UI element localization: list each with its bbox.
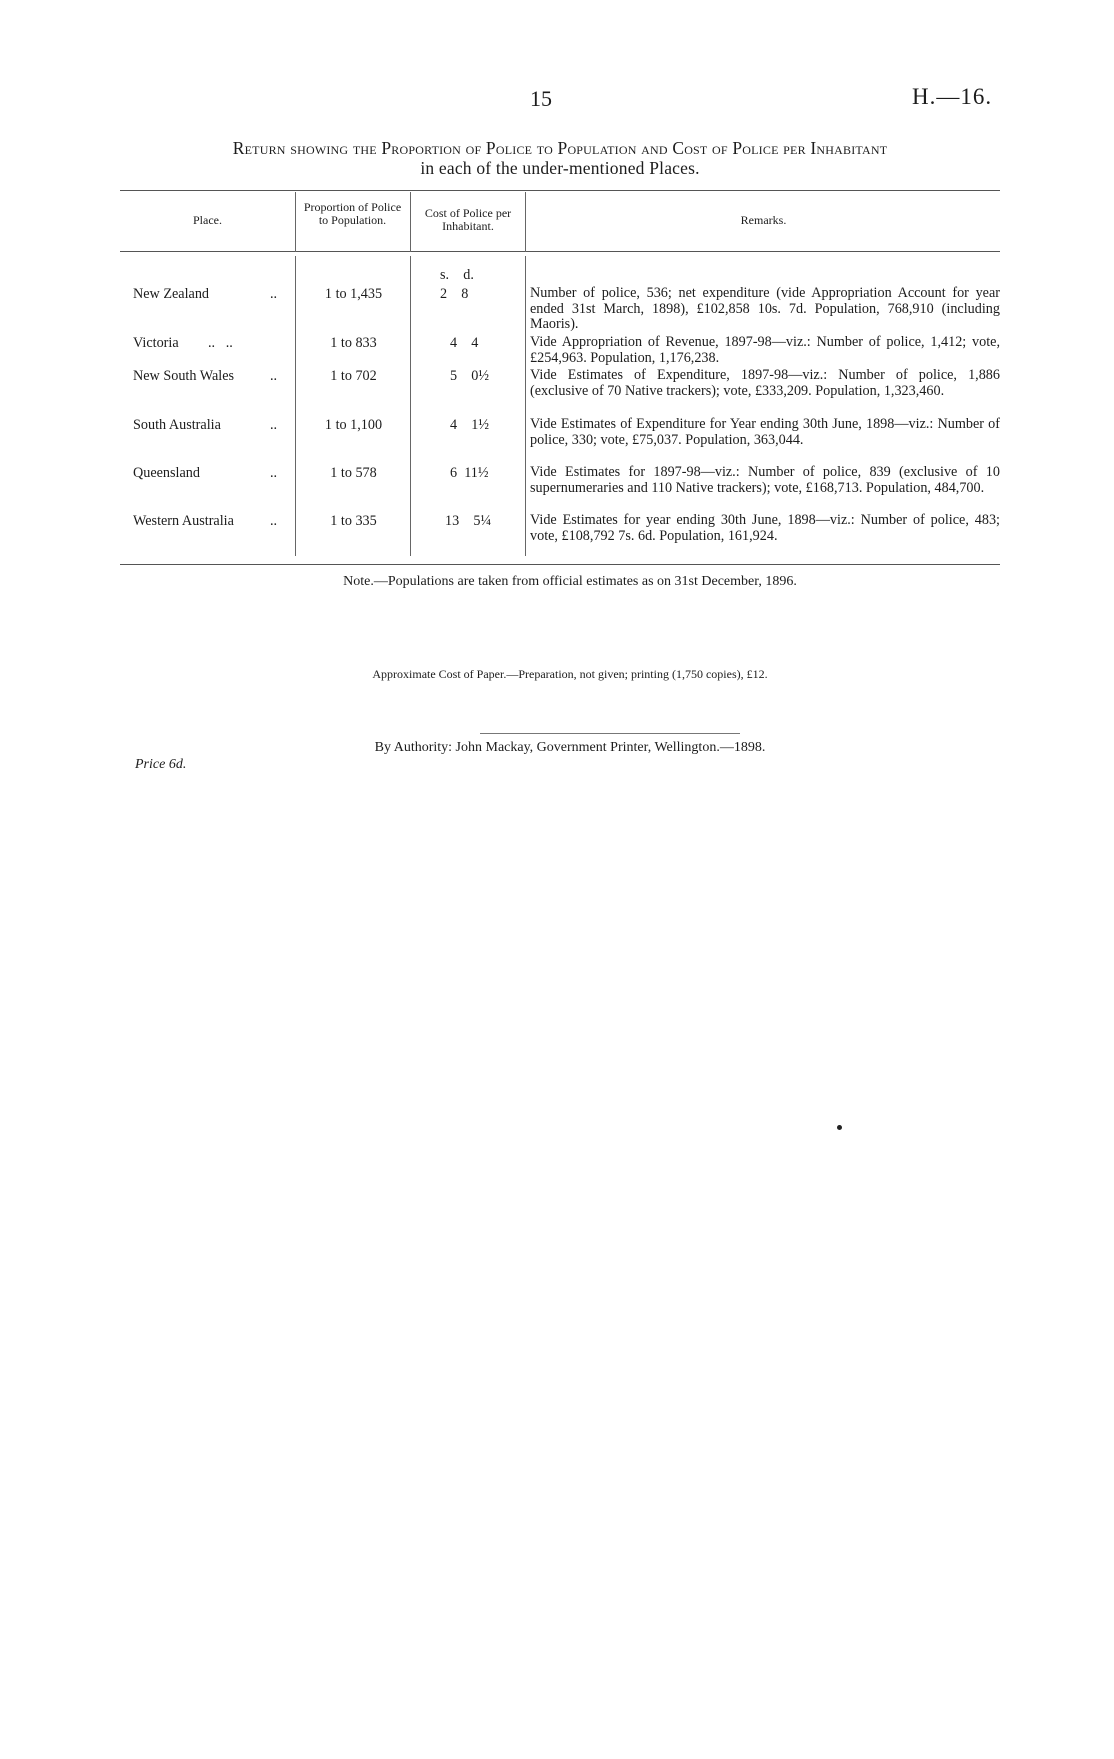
proportion-cell: 1 to 833: [330, 335, 377, 351]
price-label: Price 6d.: [135, 757, 187, 772]
column-divider: [295, 256, 296, 556]
place-cell: Western Australia: [133, 513, 234, 529]
remarks-cell: Vide Estimates for year ending 30th June, 1898—viz.: Number of police, 483; vote, £108,792 7s. 6d. Population, 161,924.: [530, 512, 1000, 544]
cost-cell: 4 4: [450, 335, 479, 351]
cost-cell: 5 0½: [450, 368, 490, 384]
column-divider: [410, 256, 411, 556]
printer-authority: By Authority: John Mackay, Government Printer, Wellington.—1898.: [374, 740, 766, 755]
place-cell: Victoria: [133, 335, 179, 351]
remarks-cell: Vide Estimates for 1897-98—viz.: Number of police, 839 (exclusive of 10 supernumeraries and 110 Native trackers); vote, £168,713. Population, 484,700.: [530, 464, 1000, 496]
ink-speck: [837, 1125, 842, 1130]
row-leader: ..: [270, 513, 278, 529]
footer-rule: [480, 733, 740, 734]
header-bottom-rule: [120, 251, 1000, 252]
row-leader: ..: [270, 286, 278, 302]
table-top-rule: [120, 190, 1000, 191]
title-line-2: in each of the under-mentioned Places.: [420, 158, 700, 178]
remarks-cell: Vide Estimates of Expenditure, 1897-98—viz.: Number of police, 1,886 (exclusive of 70 Native trackers); vote, £333,209. Population, 1,323,460.: [530, 367, 1000, 399]
population-note: Note.—Populations are taken from official estimates as on 31st December, 1896.: [343, 574, 797, 589]
row-leader: ..: [270, 417, 278, 433]
column-header-remarks: Remarks.: [740, 213, 787, 227]
row-leader: ..: [270, 368, 278, 384]
proportion-cell: 1 to 702: [330, 368, 377, 384]
column-header-cost: Cost of Police per Inhabitant.: [424, 206, 512, 233]
column-header-place: Place.: [193, 213, 222, 227]
cost-cell: 2 8: [440, 286, 469, 302]
remarks-cell: Vide Estimates of Expenditure for Year ending 30th June, 1898—viz.: Number of police, 330; vote, £75,037. Population, 363,044.: [530, 416, 1000, 448]
cost-cell: 13 5¼: [445, 513, 492, 529]
proportion-cell: 1 to 335: [330, 513, 377, 529]
title-line-1: Return showing the Proportion of Police to Population and Cost of Police per Inhabitant: [232, 138, 888, 158]
document-reference: H.—16.: [912, 84, 993, 109]
row-leader: ..: [270, 465, 278, 481]
row-leader: .. ..: [208, 335, 233, 351]
place-cell: Queensland: [133, 465, 200, 481]
column-divider: [295, 192, 296, 252]
column-divider: [410, 192, 411, 252]
place-cell: South Australia: [133, 417, 221, 433]
column-header-proportion: Proportion of Police to Population.: [303, 200, 402, 227]
remarks-cell: Number of police, 536; net expenditure (vide Appropriation Account for year ended 31st March, 1898), £102,858 10s. 7d. Population, 768,910 (including Maoris).: [530, 285, 1000, 333]
cost-cell: 6 11½: [450, 465, 489, 481]
table-bottom-rule: [120, 564, 1000, 565]
table-title: [100, 138, 1020, 178]
proportion-cell: 1 to 1,100: [324, 417, 383, 433]
proportion-cell: 1 to 1,435: [324, 286, 383, 302]
cost-cell: 4 1½: [450, 417, 490, 433]
column-divider: [525, 192, 526, 252]
proportion-cell: 1 to 578: [330, 465, 377, 481]
cost-units: s. d.: [440, 267, 474, 283]
place-cell: New South Wales: [133, 368, 235, 384]
cost-of-paper: Approximate Cost of Paper.—Preparation, not given; printing (1,750 copies), £12.: [372, 667, 768, 681]
place-cell: New Zealand: [133, 286, 210, 302]
column-divider: [525, 256, 526, 556]
remarks-cell: Vide Appropriation of Revenue, 1897-98—viz.: Number of police, 1,412; vote, £254,963. Population, 1,176,238.: [530, 334, 1000, 366]
page-number: 15: [530, 86, 552, 111]
